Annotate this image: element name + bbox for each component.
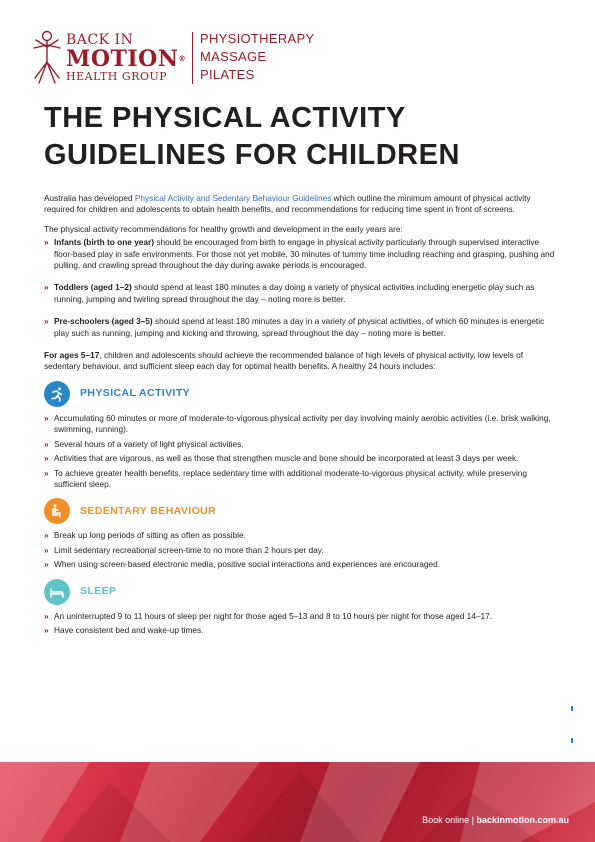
running-icon <box>44 381 70 407</box>
early-years-lead: The physical activity recommendations for healthy growth and development in the early years are: <box>44 223 403 234</box>
services-list <box>200 30 314 84</box>
list-item <box>44 453 556 464</box>
logo-motion-text: MOTION <box>66 46 179 72</box>
list-item <box>44 439 556 450</box>
list-item <box>44 625 556 636</box>
item-text: To achieve greater health benefits, replace sedentary time with additional moderate-to-vigorous physical activity, while preserving sufficient sleep. <box>54 467 528 489</box>
footer-label: Book online | <box>422 815 477 825</box>
bullet-marker: » <box>44 610 49 621</box>
list-item <box>44 530 556 541</box>
item-text: Accumulating 60 minutes or more of moderate-to-vigorous physical activity per day involving mainly aerobic activities (i.e. brisk walking, swimming, running). <box>54 412 551 435</box>
item-heading: Toddlers (aged 1–2) <box>54 282 132 293</box>
logo-line-motion <box>66 48 186 70</box>
title-line-1: THE PHYSICAL ACTIVITY <box>44 102 406 134</box>
bullet-marker: » <box>44 467 49 478</box>
list-item <box>44 237 556 271</box>
item-text: should spend at least 180 minutes a day doing a variety of physical activities including energetic play such as running, jumping and twirling spread throughout the day – noting more is better. <box>54 282 535 304</box>
list-item <box>44 468 556 491</box>
header <box>32 28 362 88</box>
bullet-marker: » <box>44 559 49 570</box>
item-text: Limit sedentary recreational screen-time to no more than 2 hours per day. <box>54 544 324 555</box>
item-text: Several hours of a variety of light physical activities. <box>54 438 244 449</box>
physical-activity-list <box>44 413 556 490</box>
seated-person-icon <box>44 498 70 524</box>
guidelines-link[interactable]: Physical Activity and Sedentary Behaviour Guidelines <box>134 193 332 203</box>
section-title: PHYSICAL ACTIVITY <box>80 387 191 400</box>
ages-heading: For ages 5–17 <box>44 350 100 361</box>
logo-line-health-group: HEALTH GROUP <box>66 70 168 83</box>
sedentary-list <box>44 530 556 570</box>
list-item <box>44 316 556 339</box>
website-link[interactable]: backinmotion.com.au <box>476 815 569 825</box>
bed-icon <box>44 579 70 605</box>
bullet-marker: » <box>44 453 49 464</box>
bullet-marker: » <box>44 282 49 293</box>
list-item <box>44 282 556 305</box>
service-pilates: PILATES <box>200 67 255 82</box>
item-text: When using screen-based electronic media, positive social interactions and experiences are encouraged. <box>54 559 441 570</box>
sleep-list <box>44 611 556 637</box>
list-item <box>44 413 556 436</box>
item-text: Break up long periods of sitting as often as possible. <box>54 530 246 541</box>
bullet-marker: » <box>44 412 49 423</box>
section-title: SEDENTARY BEHAVIOUR <box>80 504 217 517</box>
logo-wordmark <box>66 32 186 84</box>
list-item <box>44 611 556 622</box>
bullet-marker: » <box>44 316 49 327</box>
document-body <box>44 193 556 639</box>
logo-divider <box>192 32 193 84</box>
item-text: An uninterrupted 9 to 11 hours of sleep per night for those aged 5–13 and 8 to 10 hours per night for those aged 14–17. <box>54 610 493 621</box>
bullet-marker: » <box>44 530 49 541</box>
ages-paragraph <box>44 350 556 373</box>
item-text: should spend at least 180 minutes a day in a variety of physical activities, of which 60 minutes is energetic play such as running, jumping and kicking and throwing, spread throughout the day – noting more is better. <box>54 316 545 338</box>
section-sedentary-behaviour <box>44 498 556 524</box>
list-item <box>44 559 556 570</box>
section-physical-activity <box>44 381 556 407</box>
registered-mark: ® <box>178 54 186 63</box>
title-line-2: GUIDELINES FOR CHILDREN <box>44 139 460 171</box>
footer-banner <box>0 762 595 842</box>
intro-suffix: which outline the minimum amount of physical activity required for children and adolescents to obtain health benefits, and recommendations for reducing time spent in front of screens. <box>44 193 531 215</box>
section-sleep <box>44 579 556 605</box>
edge-mark <box>571 738 573 743</box>
bullet-marker: » <box>44 624 49 635</box>
item-heading: Infants (birth to one year) <box>54 237 155 248</box>
ages-text: , children and adolescents should achieve the recommended balance of high levels of physical activity, low levels of sedentary behaviour, and sufficient sleep each day for optimal health benefits. A healthy 24 hours includes: <box>44 350 524 372</box>
footer-pattern <box>0 762 595 842</box>
footer-booking <box>422 815 569 825</box>
vitruvian-figure-icon <box>32 28 62 86</box>
section-title: SLEEP <box>80 584 117 597</box>
service-physiotherapy: PHYSIOTHERAPY <box>200 31 315 46</box>
intro-paragraph <box>44 193 556 216</box>
item-text: should be encouraged from birth to engage in physical activity particularly through supervised interactive floor-based play in safe environments. For those not yet mobile, 30 minutes of tummy time including reaching and grasping, pushing and pulling, and crawling spread throughout the day during awake periods is encouraged. <box>54 237 555 271</box>
bullet-marker: » <box>44 544 49 555</box>
logo-line-back-in: BACK IN <box>66 32 134 48</box>
list-item <box>44 545 556 556</box>
intro-prefix: Australia has developed <box>44 193 135 203</box>
service-massage: MASSAGE <box>200 49 267 64</box>
early-years-list <box>44 237 556 339</box>
item-text: Activities that are vigorous, as well as those that strengthen muscle and bone should be incorporated at least 3 days per week. <box>54 453 519 464</box>
item-text: Have consistent bed and wake-up times. <box>54 624 204 635</box>
bullet-marker: » <box>44 438 49 449</box>
page-title <box>44 100 564 174</box>
edge-mark <box>571 706 573 711</box>
item-heading: Pre-schoolers (aged 3–5) <box>54 316 153 327</box>
bullet-marker: » <box>44 237 49 248</box>
